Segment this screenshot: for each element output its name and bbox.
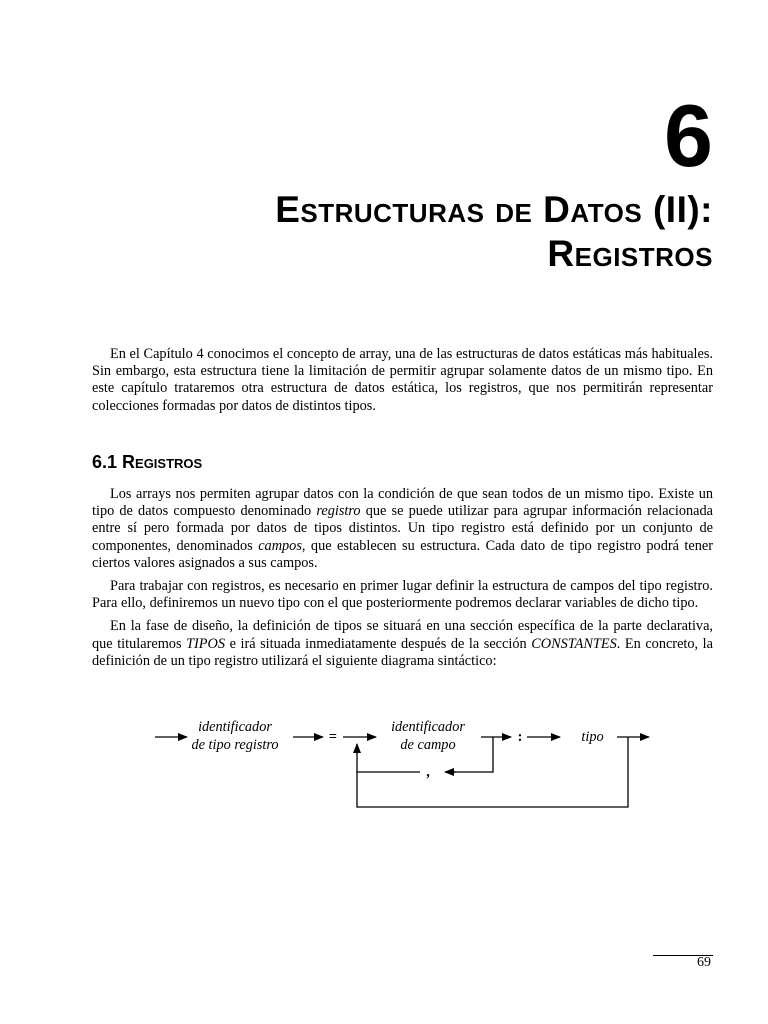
diagram-equals: = (328, 729, 338, 745)
paragraph-3 (92, 618, 713, 670)
p1-text-a: Los arrays nos permiten agrupar datos con la condición de que sean todos de un mismo tipo. Existe un tipo de datos compuesto denominado (92, 486, 713, 520)
diagram-label-tipo: tipo (581, 729, 604, 745)
paragraph-2: Para trabajar con registros, es necesario en primer lugar definir la estructura de campos del tipo registro. Para ello, definiremos un nuevo tipo con el que posteriormente podremos declarar variables de dicho tipo. (92, 578, 713, 612)
diagram-label-field-id-line1: identificador (391, 719, 465, 735)
p3-text-b: e irá situada inmediatamente después de la sección (225, 635, 532, 652)
p3-text-c: . En concreto, la definición de un tipo registro utilizará el siguiente diagrama sintáctico: (92, 635, 713, 669)
diagram-colon: : (517, 729, 523, 745)
chapter-title (93, 188, 713, 276)
diagram-label-record-type-id-line1: identificador (198, 719, 272, 735)
p3-text-a: En la fase de diseño, la definición de tipos se situará en una sección específica de la parte declarativa, que titularemos (92, 618, 713, 652)
section-body (92, 486, 713, 676)
p1-emphasis-registro: registro (316, 503, 361, 520)
chapter-number: 6 (664, 86, 713, 185)
diagram-comma: , (426, 764, 430, 780)
p1-text-b: que se puede utilizar para agrupar información relacionada entre sí pero formada por datos de tipos distintos. Un tipo registro está definido por un conjunto de componentes, denominados (92, 503, 713, 554)
diagram-label-field-id-line2: de campo (400, 737, 456, 753)
syntax-diagram (150, 712, 660, 822)
page-number: 69 (697, 955, 711, 970)
intro-block (92, 346, 713, 421)
paragraph-1 (92, 486, 713, 572)
section-heading: 6.1 Registros (92, 452, 203, 472)
chapter-title-line2: Registros (547, 233, 713, 274)
p3-emphasis-tipos: TIPOS (186, 635, 226, 652)
chapter-title-line1: Estructuras de Datos (II): (275, 189, 713, 230)
diagram-label-record-type-id (180, 718, 290, 754)
diagram-label-field-id (378, 718, 478, 754)
p1-emphasis-campos: campos (258, 537, 302, 554)
diagram-label-record-type-id-line2: de tipo registro (191, 737, 279, 753)
p3-emphasis-constantes: CONSTANTES (531, 635, 617, 652)
intro-paragraph: En el Capítulo 4 conocimos el concepto de array, una de las estructuras de datos estáticas más habituales. Sin embargo, esta estructura tiene la limitación de permitir agrupar solamente datos de un mismo tipo. En este capítulo trataremos otra estructura de datos estática, los registros, que nos permitirán representar colecciones formadas por datos de distintos tipos. (92, 346, 713, 414)
p1-text-c: , que establecen su estructura. Cada dato de tipo registro podrá tener ciertos valores asignados a sus campos. (92, 537, 713, 571)
